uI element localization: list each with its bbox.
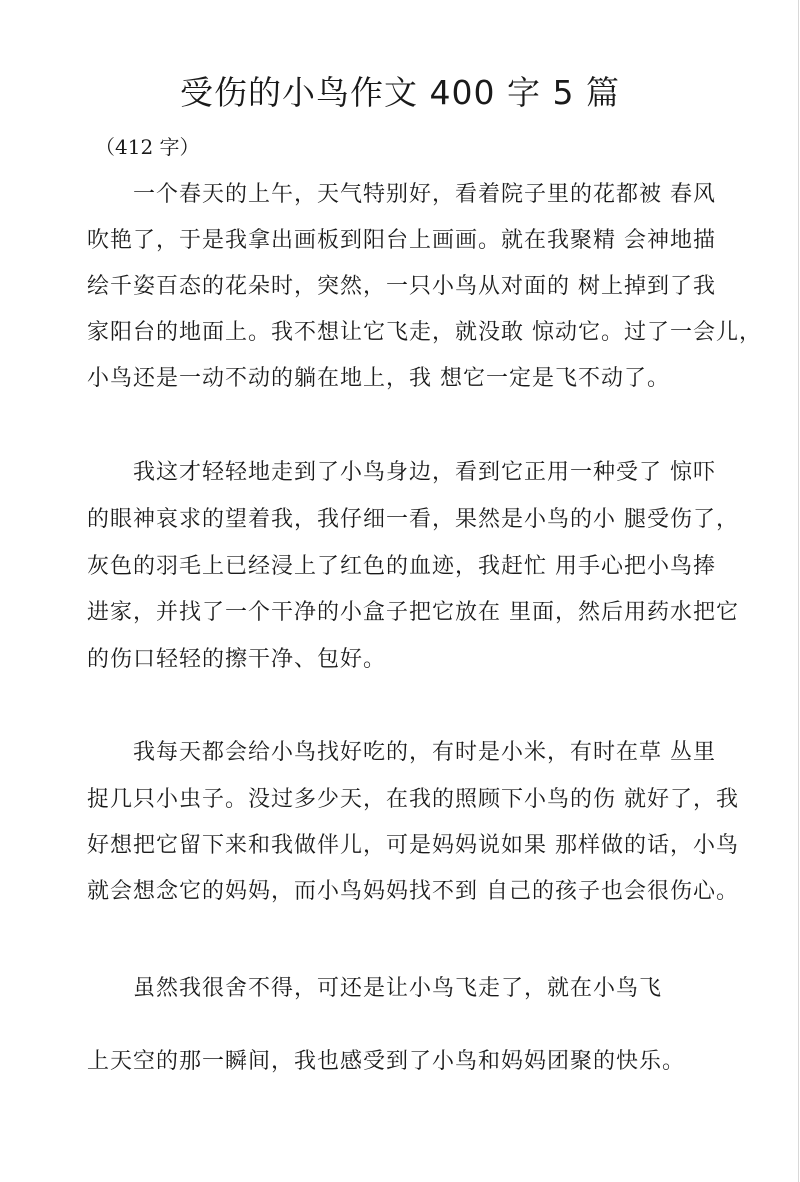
text-line: 吹艳了，于是我拿出画板到阳台上画画。就在我聚精 会神地描 bbox=[87, 228, 716, 253]
text-line: 我每天都会给小鸟找好吃的，有时是小米，有时在草 丛里 bbox=[133, 740, 716, 765]
page-edge-line bbox=[798, 0, 799, 1182]
text-line: 好想把它留下来和我做伴儿，可是妈妈说如果 那样做的话，小鸟 bbox=[87, 833, 739, 858]
text-line: 就会想念它的妈妈，而小鸟妈妈找不到 自己的孩子也会很伤心。 bbox=[87, 879, 739, 904]
text-line: 的眼神哀求的望着我，我仔细一看，果然是小鸟的小 腿受伤了， bbox=[87, 507, 739, 532]
text-line: 我这才轻轻地走到了小鸟身边，看到它正用一种受了 惊吓 bbox=[133, 460, 716, 485]
word-count-label: （412 字） bbox=[95, 135, 200, 159]
text-line: 小鸟还是一动不动的躺在地上，我 想它一定是飞不动了。 bbox=[87, 366, 670, 391]
text-line: 的伤口轻轻的擦干净、包好。 bbox=[87, 647, 387, 672]
text-line: 一个春天的上午，天气特别好，看着院子里的花都被 春风 bbox=[133, 182, 716, 207]
text-line: 灰色的羽毛上已经浸上了红色的血迹，我赶忙 用手心把小鸟捧 bbox=[87, 554, 716, 579]
text-line: 捉几只小虫子。没过多少天，在我的照顾下小鸟的伤 就好了，我 bbox=[87, 787, 739, 812]
text-line: 进家，并找了一个干净的小盒子把它放在 里面，然后用药水把它 bbox=[87, 600, 739, 625]
text-line: 上天空的那一瞬间，我也感受到了小鸟和妈妈团聚的快乐。 bbox=[87, 1049, 686, 1074]
text-line: 虽然我很舍不得，可还是让小鸟飞走了，就在小鸟飞 bbox=[133, 976, 663, 1001]
document-title: 受伤的小鸟作文 400 字 5 篇 bbox=[180, 73, 620, 112]
text-line: 绘千姿百态的花朵时，突然，一只小鸟从对面的 树上掉到了我 bbox=[87, 274, 716, 299]
text-line: 家阳台的地面上。我不想让它飞走，就没敢 惊动它。过了一会儿， bbox=[87, 320, 762, 345]
